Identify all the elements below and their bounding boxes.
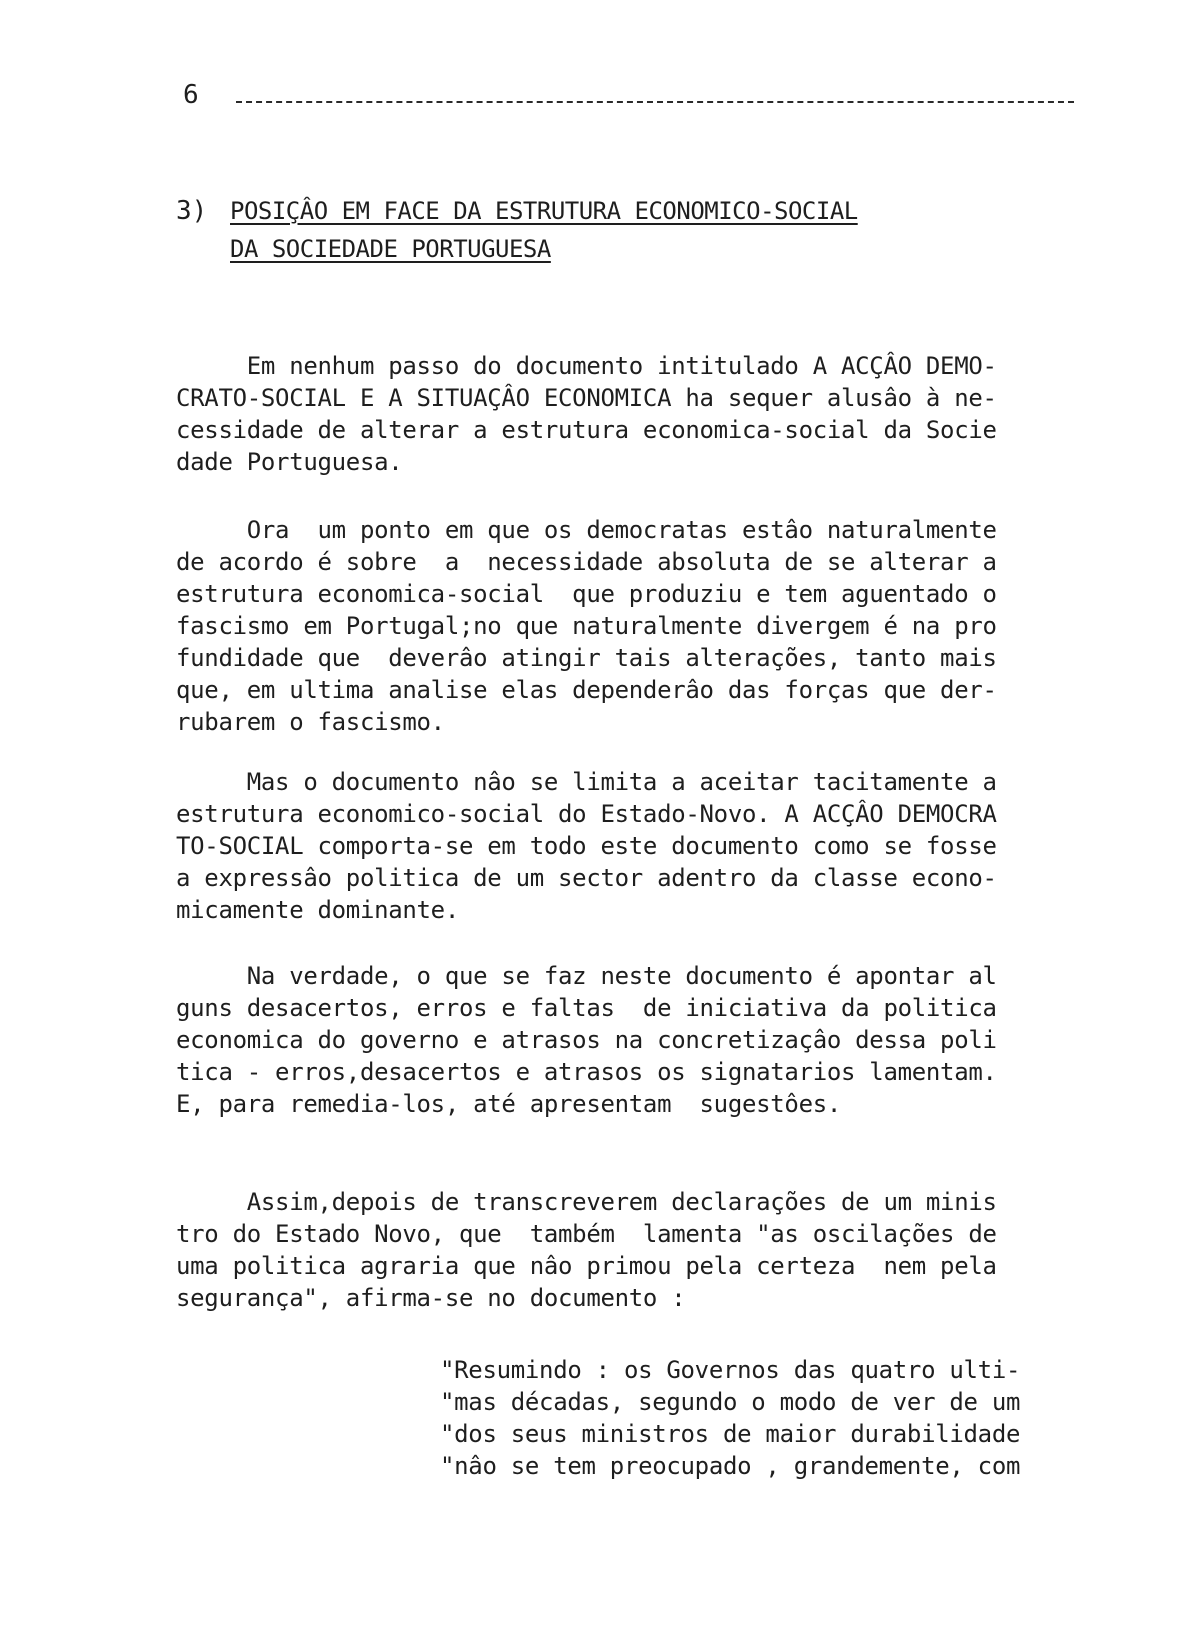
paragraph-line: dade Portuguesa. <box>176 448 403 476</box>
paragraph-line: Mas o documento nâo se limita a aceitar tacitamente a <box>176 768 997 796</box>
section-title-line-1: POSIÇÂO EM FACE DA ESTRUTURA ECONOMICO-SOCIAL <box>230 197 858 225</box>
quote-line: "Resumindo : os Governos das quatro ulti- <box>440 1356 1021 1384</box>
paragraph-line: tro do Estado Novo, que também lamenta "as oscilações de <box>176 1220 997 1248</box>
paragraph-line: Na verdade, o que se faz neste documento é apontar al <box>176 962 997 990</box>
section-number: 3) <box>176 196 208 226</box>
paragraph-3 <box>176 766 1076 926</box>
paragraph-line: Em nenhum passo do documento intitulado A ACÇÂO DEMO- <box>176 352 997 380</box>
paragraph-line: Ora um ponto em que os democratas estâo naturalmente <box>176 516 997 544</box>
paragraph-line: CRATO-SOCIAL E A SITUAÇÂO ECONOMICA ha sequer alusâo à ne- <box>176 384 997 412</box>
section-heading <box>176 192 858 268</box>
paragraph-line: Assim,depois de transcreverem declarações de um minis <box>176 1188 997 1216</box>
block-quote <box>440 1354 1080 1482</box>
paragraph-5 <box>176 1186 1076 1314</box>
paragraph-line: micamente dominante. <box>176 896 459 924</box>
paragraph-line: de acordo é sobre a necessidade absoluta de se alterar a <box>176 548 997 576</box>
paragraph-line: cessidade de alterar a estrutura economica-social da Socie <box>176 416 997 444</box>
paragraph-line: estrutura economica-social que produziu e tem aguentado o <box>176 580 997 608</box>
quote-line: "dos seus ministros de maior durabilidade <box>440 1420 1021 1448</box>
paragraph-line: fundidade que deverâo atingir tais alterações, tanto mais <box>176 644 997 672</box>
paragraph-line: E, para remedia-los, até apresentam sugestôes. <box>176 1090 842 1118</box>
paragraph-line: a expressâo politica de um sector adentro da classe econo- <box>176 864 997 892</box>
quote-line: "mas décadas, segundo o modo de ver de um <box>440 1388 1021 1416</box>
paragraph-line: que, em ultima analise elas dependerâo das forças que der- <box>176 676 997 704</box>
paragraph-line: rubarem o fascismo. <box>176 708 445 736</box>
paragraph-line: fascismo em Portugal;no que naturalmente divergem é na pro <box>176 612 997 640</box>
paragraph-2 <box>176 514 1076 738</box>
page-number: 6 <box>183 80 199 110</box>
paragraph-1 <box>176 350 1076 478</box>
paragraph-line: segurança", afirma-se no documento : <box>176 1284 686 1312</box>
paragraph-line: economica do governo e atrasos na concretizaçâo dessa poli <box>176 1026 997 1054</box>
quote-line: "nâo se tem preocupado , grandemente, com <box>440 1452 1021 1480</box>
paragraph-4 <box>176 960 1076 1120</box>
paragraph-line: estrutura economico-social do Estado-Novo. A ACÇÂO DEMOCRA <box>176 800 997 828</box>
section-title-line-2: DA SOCIEDADE PORTUGUESA <box>230 235 551 263</box>
paragraph-line: TO-SOCIAL comporta-se em todo este documento como se fosse <box>176 832 997 860</box>
paragraph-line: tica - erros,desacertos e atrasos os signatarios lamentam. <box>176 1058 997 1086</box>
paragraph-line: uma politica agraria que nâo primou pela certeza nem pela <box>176 1252 997 1280</box>
paragraph-line: guns desacertos, erros e faltas de iniciativa da politica <box>176 994 997 1022</box>
header-rule <box>236 101 1074 103</box>
